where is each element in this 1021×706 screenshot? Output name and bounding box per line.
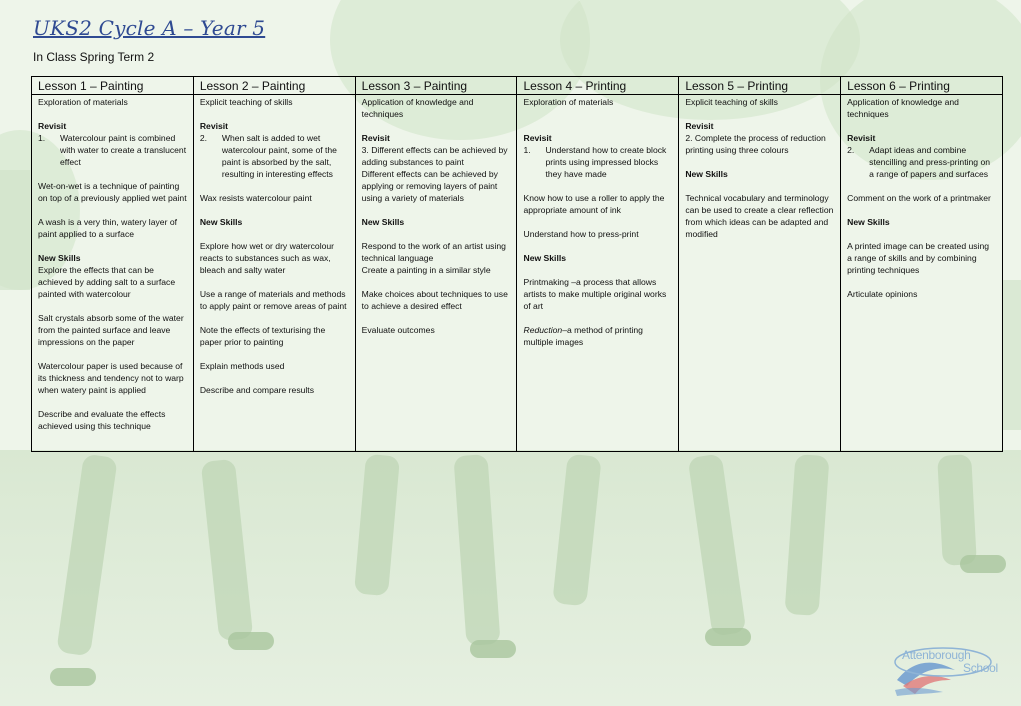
section-label: Revisit xyxy=(847,133,876,143)
lesson-content-row xyxy=(32,95,1003,452)
lesson-line xyxy=(38,132,187,168)
lesson-cell xyxy=(32,95,194,452)
line-gap xyxy=(523,312,672,324)
section-label: Revisit xyxy=(361,133,390,143)
item-number: 2. xyxy=(847,145,855,155)
lesson-heading: Lesson 1 – Painting xyxy=(32,77,194,95)
section-label: Revisit xyxy=(38,121,67,131)
section-label: Revisit xyxy=(523,133,552,143)
line-gap xyxy=(200,228,349,240)
lesson-line xyxy=(200,132,349,180)
school-logo xyxy=(893,640,1003,696)
line-gap xyxy=(362,312,511,324)
italic-term: Reduction xyxy=(523,325,563,335)
lesson-line: Application of knowledge and techniques xyxy=(847,97,959,119)
line-gap xyxy=(38,348,187,360)
line-gap xyxy=(362,120,511,132)
lesson-line: from which ideas can be adapted and modified xyxy=(685,217,829,239)
lesson-line xyxy=(523,324,672,348)
lesson-line: Explore how wet or dry watercolour reacts to substances such as wax, bleach and salty water xyxy=(199,241,335,275)
section-label: Revisit xyxy=(199,121,229,131)
line-gap xyxy=(847,180,996,192)
lesson-line: Create a painting in a similar style xyxy=(361,265,491,275)
line-gap xyxy=(38,396,187,408)
section-label: New Skills xyxy=(847,217,890,227)
lesson-line xyxy=(523,144,672,180)
lesson-heading: Lesson 4 – Printing xyxy=(517,77,679,95)
line-gap xyxy=(523,180,672,192)
lesson-line: 2. Complete the process of reduction printing using three colours xyxy=(685,133,826,155)
lesson-line: Explicit teaching of skills xyxy=(685,97,778,107)
lesson-line: Printmaking –a process that allows artists to make multiple original works of art xyxy=(523,277,667,311)
item-text: Watercolour paint is combined with water to create a translucent effect xyxy=(60,133,187,167)
line-gap xyxy=(200,276,349,288)
lesson-line: A printed image can be created using a range of skills and by combining printing techniques xyxy=(847,241,990,275)
line-gap xyxy=(38,168,187,180)
line-gap xyxy=(685,108,834,120)
line-gap xyxy=(523,264,672,276)
lesson-header-row xyxy=(32,77,1003,95)
section-label: Revisit xyxy=(685,121,714,131)
line-gap xyxy=(847,276,996,288)
document-subtitle: In Class Spring Term 2 xyxy=(33,50,155,64)
lesson-line: Comment on the work of a printmaker xyxy=(847,193,991,203)
line-gap xyxy=(685,156,834,168)
lesson-line: Describe and evaluate the effects achieved using this technique xyxy=(38,409,166,431)
section-label: New Skills xyxy=(685,169,728,179)
lesson-cell xyxy=(193,95,355,452)
item-text: Adapt ideas and combine stencilling and press-printing on a range of papers and surfaces xyxy=(869,145,990,179)
lesson-line: Articulate opinions xyxy=(847,289,918,299)
lesson-cell xyxy=(517,95,679,452)
lesson-cell xyxy=(679,95,841,452)
lesson-line: Describe and compare results xyxy=(199,385,314,395)
line-gap xyxy=(200,372,349,384)
line-gap xyxy=(362,204,511,216)
item-number: 1. xyxy=(38,133,46,143)
lesson-line: Wet-on-wet is a technique of painting on top of a previously applied wet paint xyxy=(38,181,187,203)
lesson-line: Explore the effects that can be achieved by adding salt to a surface painted with watercolour xyxy=(38,265,176,299)
line-gap xyxy=(38,240,187,252)
lesson-heading: Lesson 5 – Printing xyxy=(679,77,841,95)
lesson-line: 3. Different effects can be achieved by adding substances to paint xyxy=(361,145,508,167)
line-gap xyxy=(847,204,996,216)
lesson-line: Note the effects of texturising the paper prior to painting xyxy=(199,325,326,347)
lesson-line: Use a range of materials and methods to apply paint or remove areas of paint xyxy=(199,289,347,311)
item-text: When salt is added to wet watercolour paint, some of the paint is absorbed by the salt, resulting in interesting effects xyxy=(221,133,337,179)
lesson-line: Wax resists watercolour paint xyxy=(199,193,312,203)
section-label: New Skills xyxy=(361,217,405,227)
lesson-line: A wash is a very thin, watery layer of paint applied to a surface xyxy=(38,217,177,239)
term-definition: –a method of printing multiple images xyxy=(523,325,643,347)
item-number: 1. xyxy=(523,145,531,155)
line-gap xyxy=(685,180,834,192)
lesson-heading: Lesson 3 – Painting xyxy=(355,77,517,95)
document-title: UKS2 Cycle A – Year 5 xyxy=(33,16,266,40)
lesson-line: Respond to the work of an artist using technical language xyxy=(361,241,506,263)
lesson-line: Exploration of materials xyxy=(38,97,128,107)
line-gap xyxy=(200,348,349,360)
lesson-line: Salt crystals absorb some of the water from the painted surface and leave impressions on the paper xyxy=(38,313,184,347)
line-gap xyxy=(523,240,672,252)
line-gap xyxy=(847,120,996,132)
lesson-line: Explain methods used xyxy=(199,361,285,371)
line-gap xyxy=(200,180,349,192)
item-number: 2. xyxy=(199,133,207,143)
lesson-line: Explicit teaching of skills xyxy=(199,97,293,107)
lesson-line: Application of knowledge and techniques xyxy=(361,97,474,119)
lesson-line: Understand how to press-print xyxy=(523,229,639,239)
lesson-cell xyxy=(841,95,1003,452)
lesson-line xyxy=(847,144,996,180)
line-gap xyxy=(362,228,511,240)
lesson-line: Know how to use a roller to apply the appropriate amount of ink xyxy=(523,193,665,215)
lesson-line: Exploration of materials xyxy=(523,97,614,107)
line-gap xyxy=(847,228,996,240)
line-gap xyxy=(38,300,187,312)
lesson-plan-table xyxy=(31,76,1003,452)
logo-text-line1: Attenborough xyxy=(902,648,971,662)
logo-text-line2: School xyxy=(963,661,998,675)
lesson-line: Technical vocabulary and terminology can be used to create a clear reflection xyxy=(685,193,834,215)
item-text: Understand how to create block prints using impressed blocks they have made xyxy=(545,145,667,179)
lesson-line: Make choices about techniques to use to achieve a desired effect xyxy=(361,289,508,311)
lesson-line: Watercolour paper is used because of its thickness and tendency not to warp when watery paint is applied xyxy=(38,361,184,395)
lesson-heading: Lesson 2 – Painting xyxy=(193,77,355,95)
lesson-cell xyxy=(355,95,517,452)
section-label: New Skills xyxy=(199,217,243,227)
line-gap xyxy=(523,120,672,132)
line-gap xyxy=(362,276,511,288)
section-label: New Skills xyxy=(523,253,566,263)
line-gap xyxy=(200,204,349,216)
lesson-heading: Lesson 6 – Printing xyxy=(841,77,1003,95)
line-gap xyxy=(38,204,187,216)
line-gap xyxy=(523,108,672,120)
lesson-line: Different effects can be achieved by applying or removing layers of paint using a variety of materials xyxy=(361,169,498,203)
section-label: New Skills xyxy=(38,253,81,263)
line-gap xyxy=(523,216,672,228)
line-gap xyxy=(38,108,187,120)
line-gap xyxy=(200,108,349,120)
line-gap xyxy=(200,312,349,324)
lesson-line: Evaluate outcomes xyxy=(361,325,435,335)
